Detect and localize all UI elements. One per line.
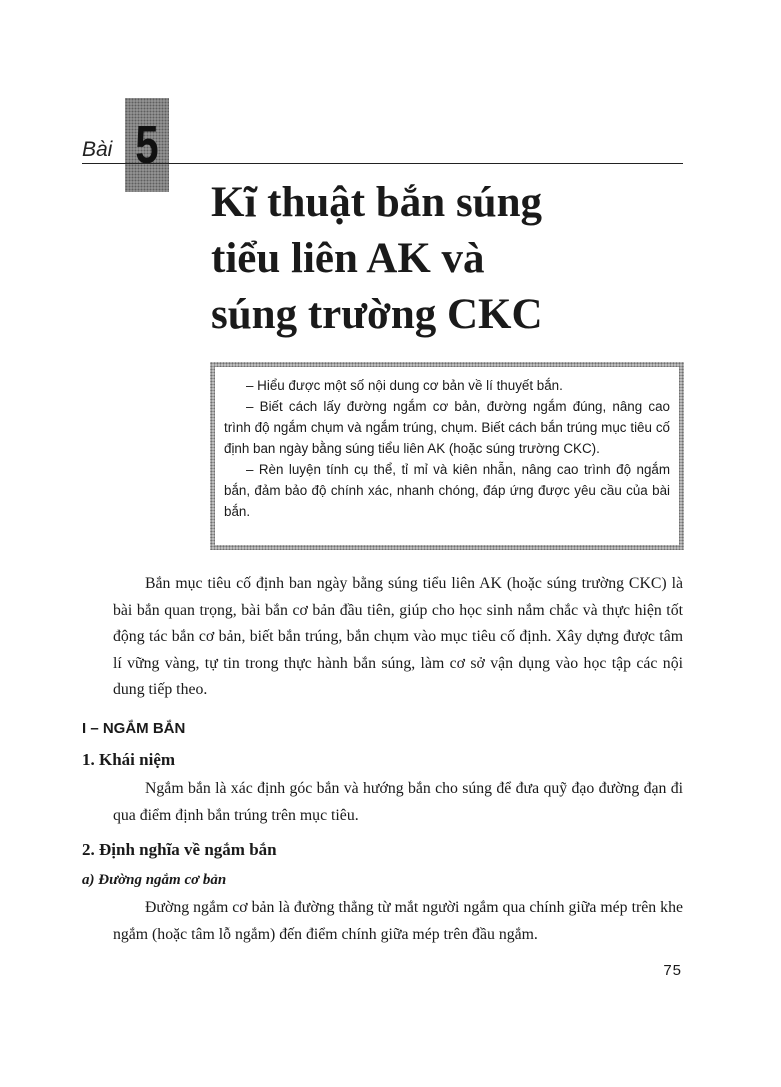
basic-sight-line-paragraph: Đường ngắm cơ bản là đường thẳng từ mắt người ngắm qua chính giữa mép trên khe ngắm (hoặc tâm lỗ ngắm) đến điểm chính giữa mép trên đầu ngắm. <box>113 899 683 943</box>
objectives-content <box>215 367 679 545</box>
lesson-label: Bài <box>82 138 113 161</box>
title-divider <box>82 163 683 164</box>
chapter-title-line: Kĩ thuật bắn súng <box>211 179 543 226</box>
concept-paragraph: Ngắm bắn là xác định góc bắn và hướng bắn cho súng để đưa quỹ đạo đường đạn đi qua điểm định bắn trúng trên mục tiêu. <box>113 780 683 824</box>
objective-item: – Biết cách lấy đường ngắm cơ bản, đường ngắm đúng, nâng cao trình độ ngắm chụm và ngắm trúng, chụm. Biết cách bắn trúng mục tiêu cố định ban ngày bằng súng tiểu liên AK (hoặc súng trường CKC). <box>224 399 670 456</box>
concept-heading: 1. Khái niệm <box>82 750 176 769</box>
lesson-number-badge <box>125 98 169 192</box>
page-number: 75 <box>663 962 682 979</box>
chapter-title-line: tiểu liên AK và <box>211 235 485 282</box>
basic-sight-line-heading: a) Đường ngắm cơ bản <box>82 872 227 888</box>
objective-item: – Rèn luyện tính cụ thể, tỉ mỉ và kiên nhẫn, nâng cao trình độ ngắm bắn, đảm bảo độ chính xác, nhanh chóng, đáp ứng được yêu cầu của bài bắn. <box>224 462 670 519</box>
section-heading: I – NGẮM BẮN <box>82 720 186 737</box>
lesson-number: 5 <box>135 115 159 175</box>
chapter-title <box>211 175 543 343</box>
objective-item: – Hiểu được một số nội dung cơ bản về lí thuyết bắn. <box>246 378 563 393</box>
objectives-box <box>210 362 684 550</box>
definition-heading: 2. Định nghĩa về ngắm bắn <box>82 840 277 859</box>
chapter-title-line: súng trường CKC <box>211 291 543 338</box>
intro-paragraph: Bắn mục tiêu cố định ban ngày bằng súng tiểu liên AK (hoặc súng trường CKC) là bài bắn quan trọng, bài bắn cơ bản đầu tiên, giúp cho học sinh nắm chắc và thực hiện tốt động tác bắn cơ bản, biết bắn trúng, bắn chụm vào mục tiêu cố định. Xây dựng được tâm lí vững vàng, tự tin trong thực hành bắn súng, làm cơ sở vận dụng vào học tập các nội dung tiếp theo. <box>113 575 683 698</box>
